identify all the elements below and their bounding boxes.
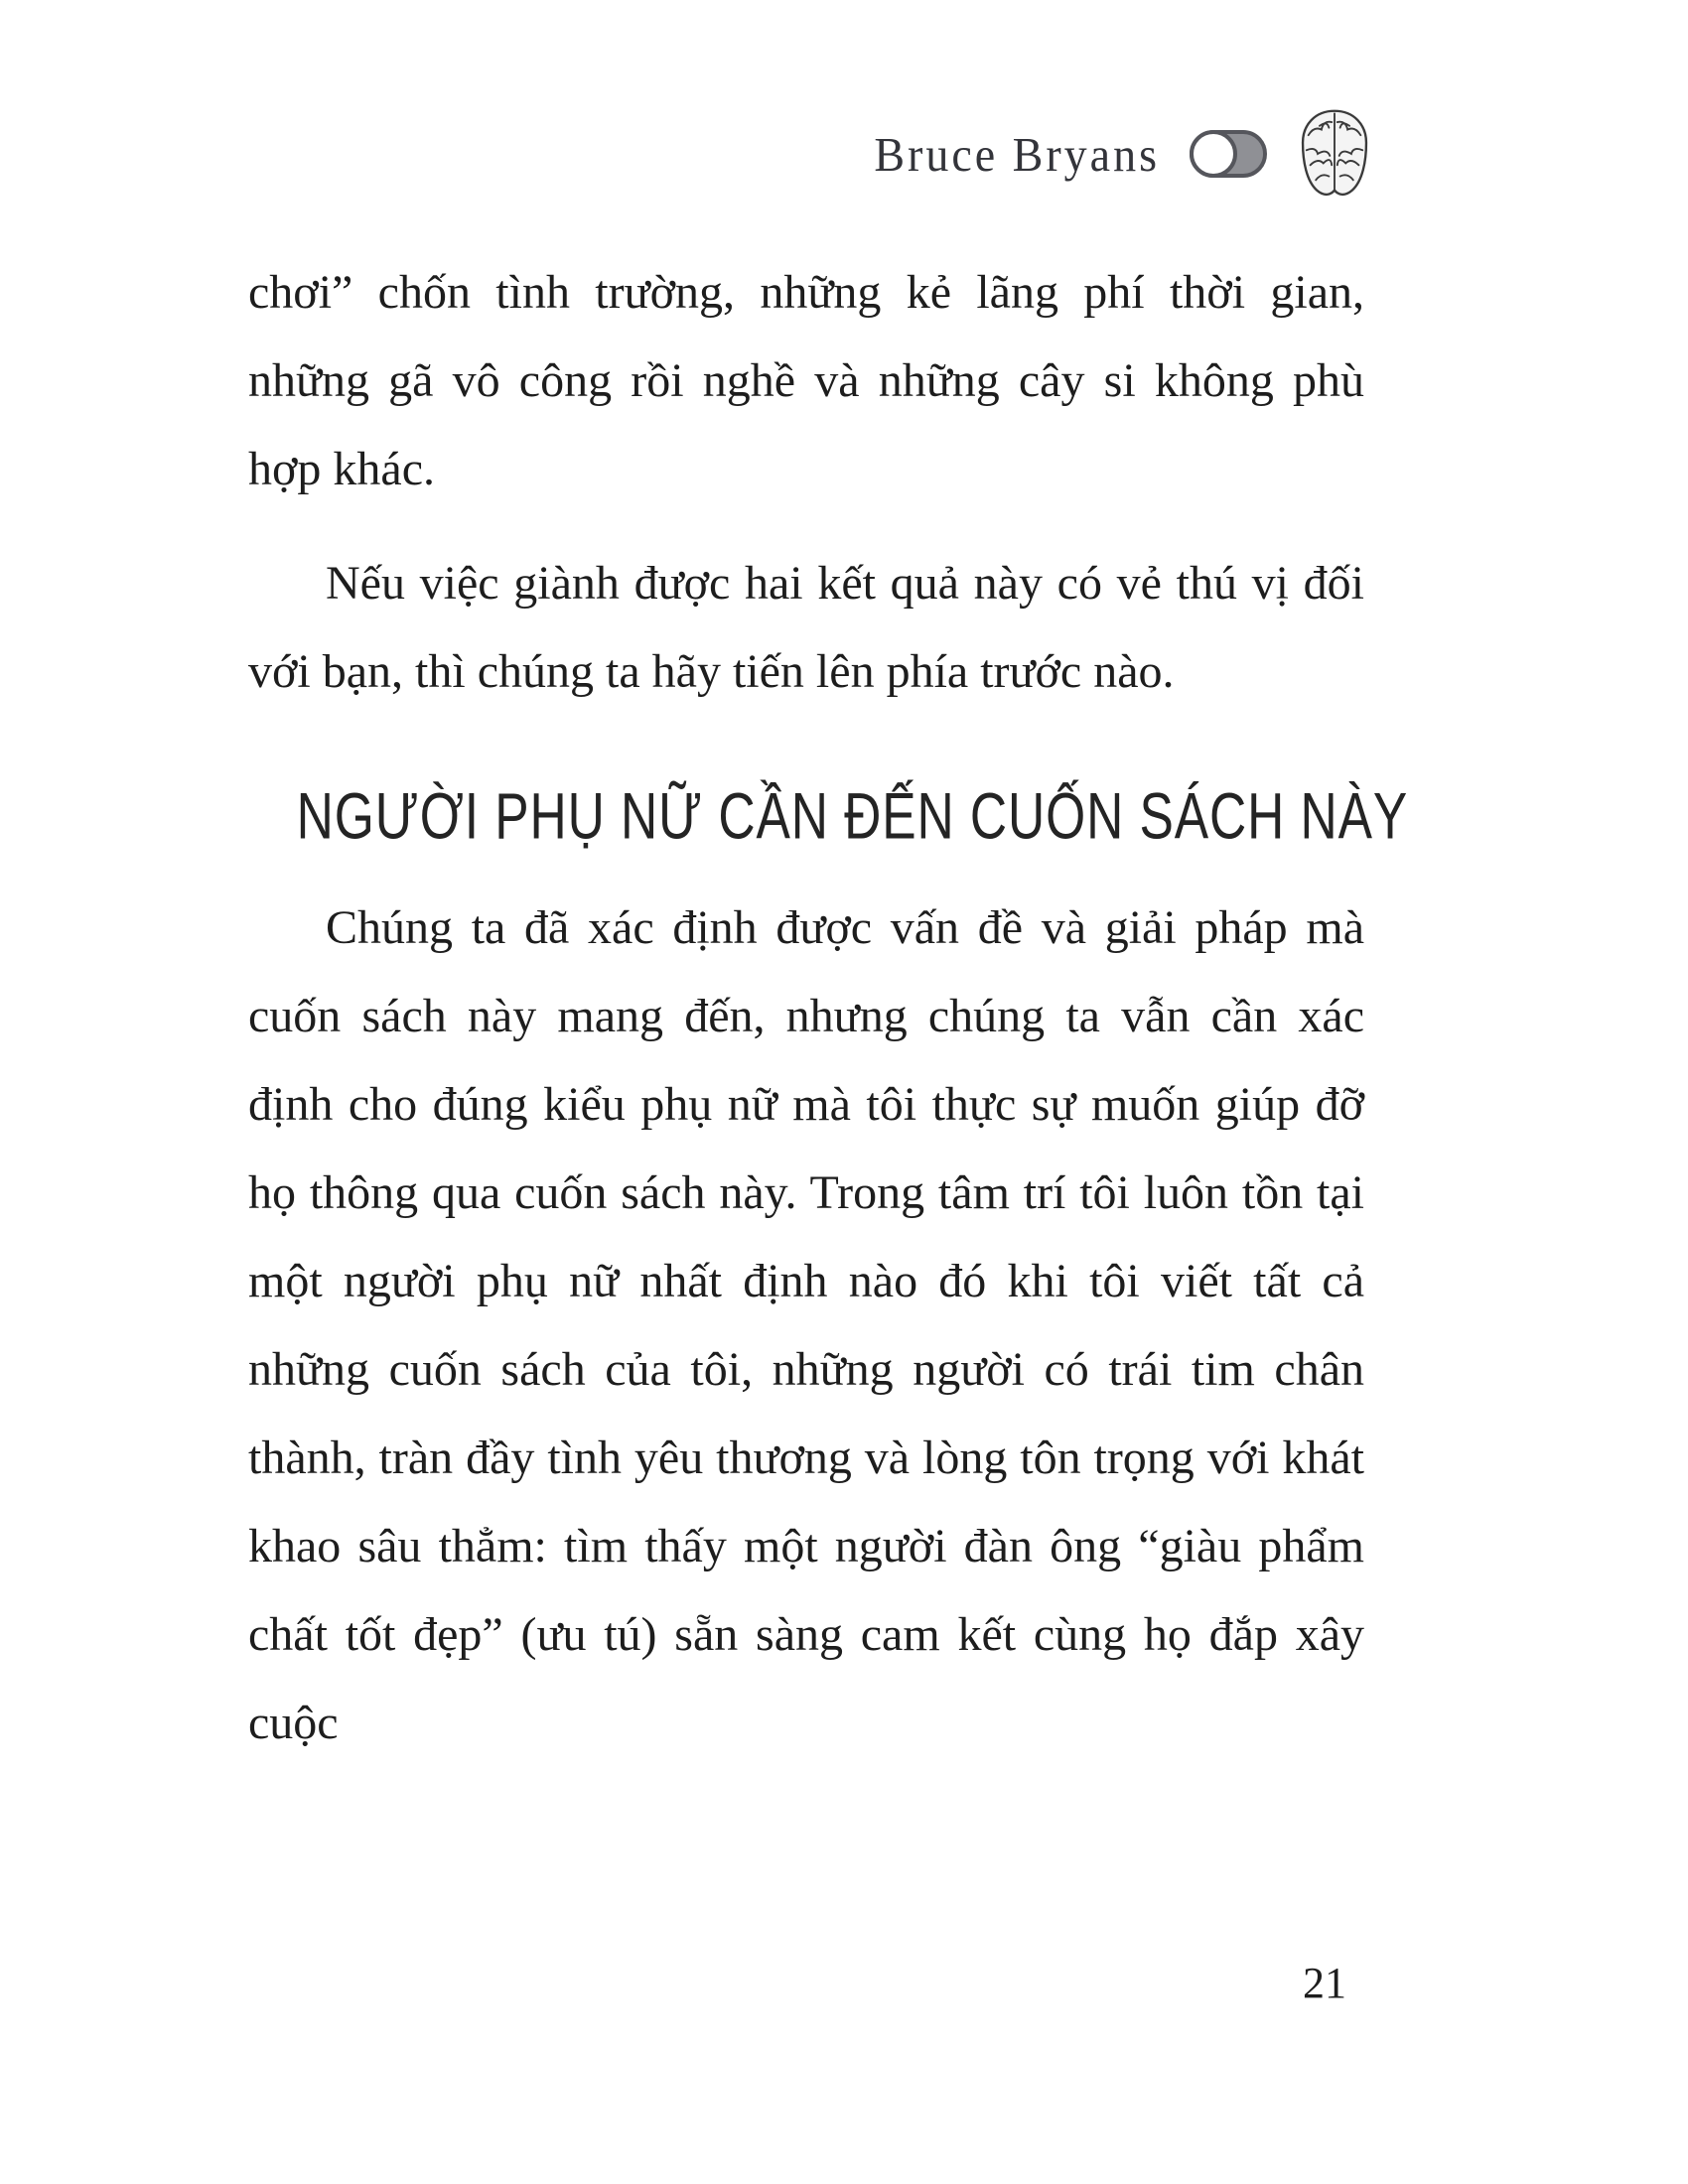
toggle-switch-icon	[1190, 130, 1267, 178]
toggle-knob	[1190, 130, 1237, 178]
paragraph: Nếu việc giành được hai kết quả này có vẻ thú vị đối với bạn, thì chúng ta hãy tiến lên phía trước nào.	[248, 557, 1364, 698]
page-body	[248, 248, 1409, 1793]
author-name: Bruce Bryans	[874, 127, 1160, 181]
page-header	[874, 107, 1372, 201]
paragraph: Chúng ta đã xác định được vấn đề và giải pháp mà cuốn sách này mang đến, nhưng chúng ta vẫn cần xác định cho đúng kiểu phụ nữ mà tôi thực sự muốn giúp đỡ họ thông qua cuốn sách này. Trong tâm trí tôi luôn tồn tại một người phụ nữ nhất định nào đó khi tôi viết tất cả những cuốn sách của tôi, những người có trái tim chân thành, tràn đầy tình yêu thương và lòng tôn trọng với khát khao sâu thẳm: tìm thấy một người đàn ông “giàu phẩm chất tốt đẹp” (ưu tú) sẵn sàng cam kết cùng họ đắp xây cuộc	[248, 901, 1364, 1749]
paragraph: chơi” chốn tình trường, những kẻ lãng phí thời gian, những gã vô công rồi nghề và những cây si không phù hợp khác.	[248, 266, 1364, 495]
section-heading-text: NGƯỜI PHỤ NỮ CẦN ĐẾN CUỐN SÁCH NÀY	[296, 778, 1409, 853]
section-heading	[248, 767, 1409, 860]
brain-icon	[1297, 107, 1372, 201]
page-number: 21	[1303, 1959, 1346, 2007]
